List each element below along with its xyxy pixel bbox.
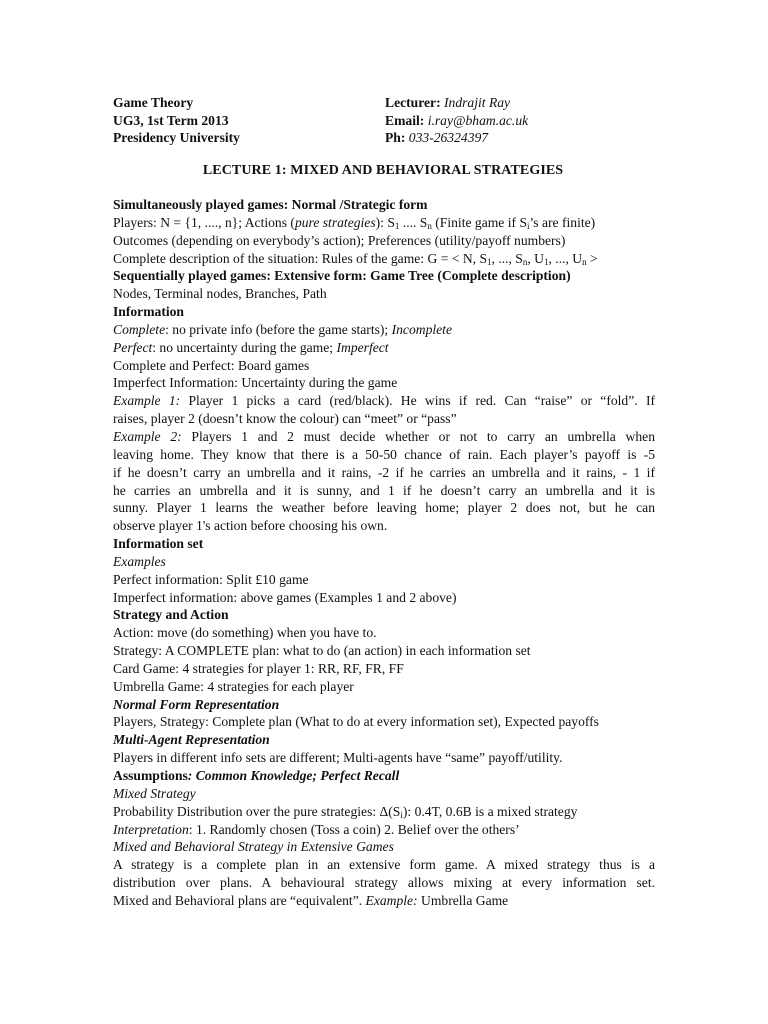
lecturer-name: Indrajit Ray	[444, 95, 511, 110]
text-line: Strategy: A COMPLETE plan: what to do (an action) in each information set	[113, 643, 531, 659]
email-label: Email:	[385, 112, 425, 128]
heading-normal-form: Normal Form Representation	[113, 696, 280, 712]
text-line: distribution over plans. A behavioural strategy allows mixing at every information set.	[113, 875, 655, 891]
text-line: Perfect information: Split £10 game	[113, 571, 309, 587]
header	[113, 94, 673, 147]
heading-sequential: Sequentially played games: Extensive form: Game Tree (Complete description)	[113, 268, 571, 284]
text-line: Complete description of the situation: Rules of the game: G = < N, $S_1$, ..., $S_n$, $U_1$, ..., $U_n$ >	[113, 250, 598, 267]
heading-strategy-action: Strategy and Action	[113, 607, 229, 623]
text-line: Mixed and Behavioral plans are “equivalent”. Example: Umbrella Game	[113, 892, 509, 908]
text-line: he carries an umbrella and it is sunny, and 1 if he doesn’t carry an umbrella and it is	[113, 482, 655, 498]
text-line: Imperfect Information: Uncertainty during the game	[113, 375, 398, 391]
text-line: Outcomes (depending on everybody’s action); Preferences (utility/payoff numbers)	[113, 232, 566, 248]
text-line: Interpretation: 1. Randomly chosen (Toss a coin) 2. Belief over the others’	[113, 821, 520, 837]
heading-mixed-strategy: Mixed Strategy	[113, 785, 196, 801]
text-line: Example 2: Players 1 and 2 must decide whether or not to carry an umbrella when	[113, 428, 655, 444]
phone-number: 033-26324397	[408, 130, 489, 145]
text-line: sunny. Player 1 learns the weather before leaving home; player 2 does not, but he can	[113, 500, 655, 516]
heading-multi-agent: Multi-Agent Representation	[113, 732, 270, 748]
text-line: Action: move (do something) when you have to.	[113, 625, 377, 641]
lecture-title: LECTURE 1: MIXED AND BEHAVIORAL STRATEGIES	[202, 163, 564, 178]
text-line: A strategy is a complete plan in an extensive form game. A mixed strategy thus is a	[113, 857, 655, 873]
text-line: Players in different info sets are different; Multi-agents have “same” payoff/utility.	[113, 750, 563, 766]
header-row-2	[113, 112, 673, 130]
phone-label: Ph:	[385, 130, 406, 145]
heading-mixed-behavioral: Mixed and Behavioral Strategy in Extensive Games	[113, 839, 394, 855]
heading-information-set: Information set	[113, 536, 204, 552]
heading-simultaneous: Simultaneously played games: Normal /Strategic form	[113, 197, 428, 212]
text-line: Examples	[113, 553, 166, 569]
text-line: Complete: no private info (before the game starts); Incomplete	[113, 321, 452, 337]
text-line: Perfect: no uncertainty during the game; Imperfect	[113, 339, 389, 355]
text-line: observe player 1's action before choosing his own.	[113, 518, 388, 534]
text-line: raises, player 2 (doesn’t know the colour) can “meet” or “pass”	[113, 411, 457, 427]
phone-info	[385, 129, 673, 147]
text-line: Example 1: Player 1 picks a card (red/black). He wins if red. Can “raise” or “fold”. If	[113, 393, 655, 409]
text-line: Umbrella Game: 4 strategies for each player	[113, 678, 354, 694]
text-line: leaving home. They know that there is a 50-50 chance of rain. Each player’s payoff is -5	[113, 446, 655, 462]
lecturer-info	[385, 94, 673, 112]
header-row-1	[113, 94, 673, 112]
text-line: Probability Distribution over the pure strategies: $\Delta(S_i)$: 0.4T, 0.6B is a mixed strategy	[113, 803, 578, 820]
email-info	[385, 112, 673, 130]
text-line: Assumptions: Common Knowledge; Perfect Recall	[113, 768, 400, 783]
text-line: Nodes, Terminal nodes, Branches, Path	[113, 286, 327, 302]
text-line: Imperfect information: above games (Examples 1 and 2 above)	[113, 589, 457, 605]
text-line: if he doesn’t carry an umbrella and it rains, -2 if he carries an umbrella and it rains, - 1 if	[113, 464, 655, 480]
text-line: Complete and Perfect: Board games	[113, 357, 310, 373]
heading-information: Information	[113, 304, 184, 320]
course-name: Game Theory	[113, 95, 194, 110]
university-name: Presidency University	[113, 130, 240, 145]
lecture-body	[113, 196, 655, 910]
lecturer-label: Lecturer:	[385, 95, 441, 110]
header-row-3	[113, 129, 673, 147]
text-line: Players: N = {1, ...., n}; Actions (pure strategies): $S_1$ .... $S_n$ (Finite game if $S_i’s$ are finite)	[113, 214, 596, 231]
course-term: UG3, 1st Term 2013	[113, 112, 229, 128]
email-address: i.ray@bham.ac.uk	[427, 112, 529, 128]
text-line: Card Game: 4 strategies for player 1: RR, RF, FR, FF	[113, 660, 404, 676]
text-line: Players, Strategy: Complete plan (What to do at every information set), Expected payoffs	[113, 714, 599, 730]
